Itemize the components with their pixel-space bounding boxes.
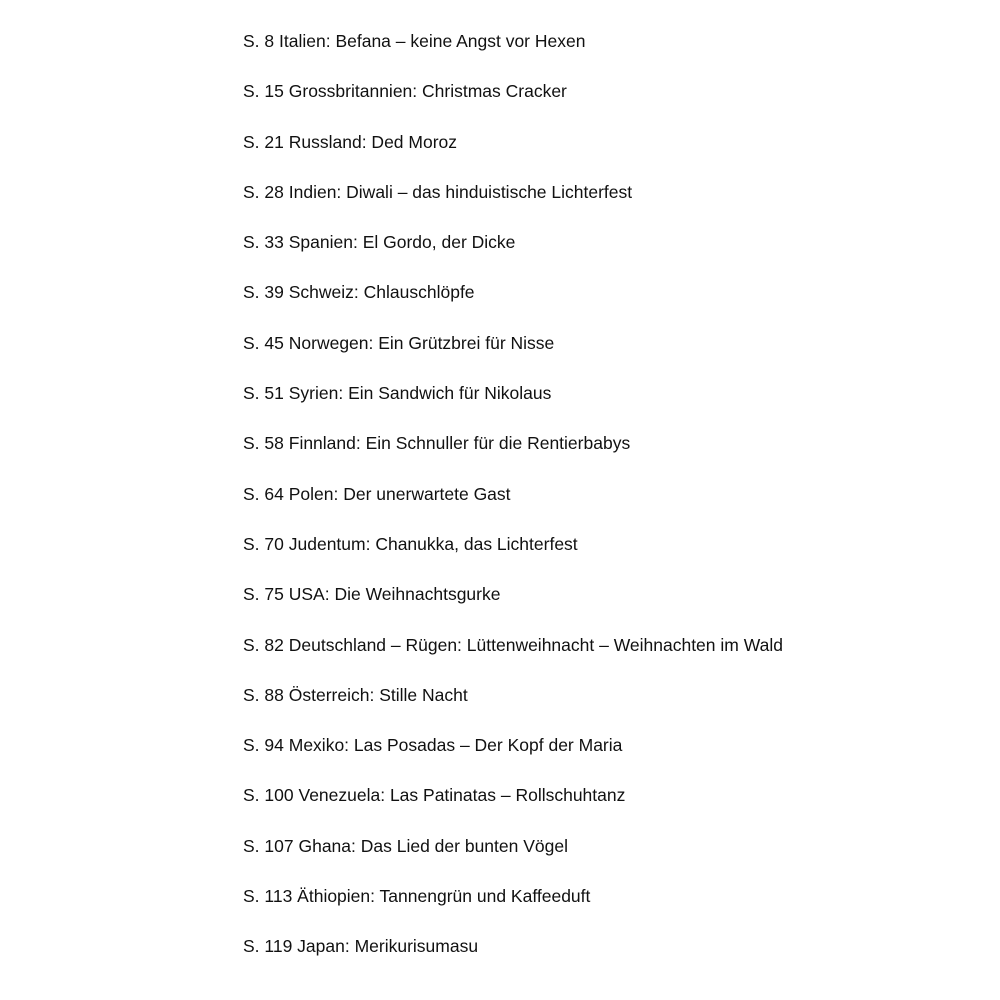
entry-title: Italien: Befana – keine Angst vor Hexen: [279, 31, 586, 51]
list-item: [243, 177, 783, 227]
entry-title: Syrien: Ein Sandwich für Nikolaus: [288, 383, 552, 404]
page-number: S. 70: [243, 533, 284, 554]
page-number: S. 28: [243, 181, 284, 202]
entry-title: Äthiopien: Tannengrün und Kaffeeduft: [297, 886, 591, 907]
page-number: S. 64: [243, 483, 284, 504]
entry-title: Spanien: El Gordo, der Dicke: [288, 232, 516, 253]
entry-title: Norwegen: Ein Grützbrei für Nisse: [288, 332, 555, 353]
list-item: [243, 127, 783, 177]
page-number: S. 94: [243, 735, 284, 756]
page-number: S. 39: [243, 282, 284, 303]
page-number: S. 82: [243, 634, 284, 655]
list-item: [243, 680, 783, 730]
list-item: [243, 428, 783, 478]
entry-title: Japan: Merikurisumasu: [297, 936, 479, 957]
page-number: S. 75: [243, 584, 284, 605]
list-item: [243, 931, 783, 981]
page-number: S. 58: [243, 433, 284, 454]
list-item: [243, 630, 783, 680]
page-number: S. 88: [243, 684, 284, 705]
page-number: S. 100: [243, 785, 294, 806]
entry-title: Finnland: Ein Schnuller für die Rentierbabys: [288, 433, 631, 454]
list-item: [243, 780, 783, 830]
page-number: S. 8: [243, 31, 275, 51]
entry-title: Polen: Der unerwartete Gast: [288, 483, 511, 504]
entry-title: Indien: Diwali – das hinduistische Lichterfest: [288, 181, 633, 202]
page-number: S. 33: [243, 232, 284, 253]
page-number: S. 113: [243, 886, 293, 907]
list-item: [243, 328, 783, 378]
entry-title: Deutschland – Rügen: Lüttenweihnacht – Weihnachten im Wald: [288, 634, 783, 655]
list-item: [243, 378, 783, 428]
page-number: S. 15: [243, 81, 284, 102]
list-item: [243, 529, 783, 579]
entry-title: Grossbritannien: Christmas Cracker: [288, 81, 567, 102]
list-item: [243, 881, 783, 931]
entry-title: Russland: Ded Moroz: [288, 131, 458, 152]
entry-title: Österreich: Stille Nacht: [288, 684, 468, 705]
entry-title: Venezuela: Las Patinatas – Rollschuhtanz: [298, 785, 626, 806]
list-item: [243, 277, 783, 327]
page-number: S. 51: [243, 383, 284, 404]
page-number: S. 107: [243, 835, 294, 856]
entry-title: Schweiz: Chlauschlöpfe: [288, 282, 475, 303]
entry-title: Mexiko: Las Posadas – Der Kopf der Maria: [288, 735, 623, 756]
list-item: [243, 76, 783, 126]
list-item: [243, 479, 783, 529]
table-of-contents: [243, 26, 783, 982]
list-item: [243, 730, 783, 780]
list-item: [243, 26, 783, 76]
entry-title: Ghana: Das Lied der bunten Vögel: [298, 835, 568, 856]
page-number: S. 45: [243, 332, 284, 353]
entry-title: Judentum: Chanukka, das Lichterfest: [288, 533, 578, 554]
list-item: [243, 227, 783, 277]
list-item: [243, 579, 783, 629]
page-number: S. 21: [243, 131, 284, 152]
list-item: [243, 831, 783, 881]
entry-title: USA: Die Weihnachtsgurke: [288, 584, 501, 605]
page-number: S. 119: [243, 936, 293, 957]
